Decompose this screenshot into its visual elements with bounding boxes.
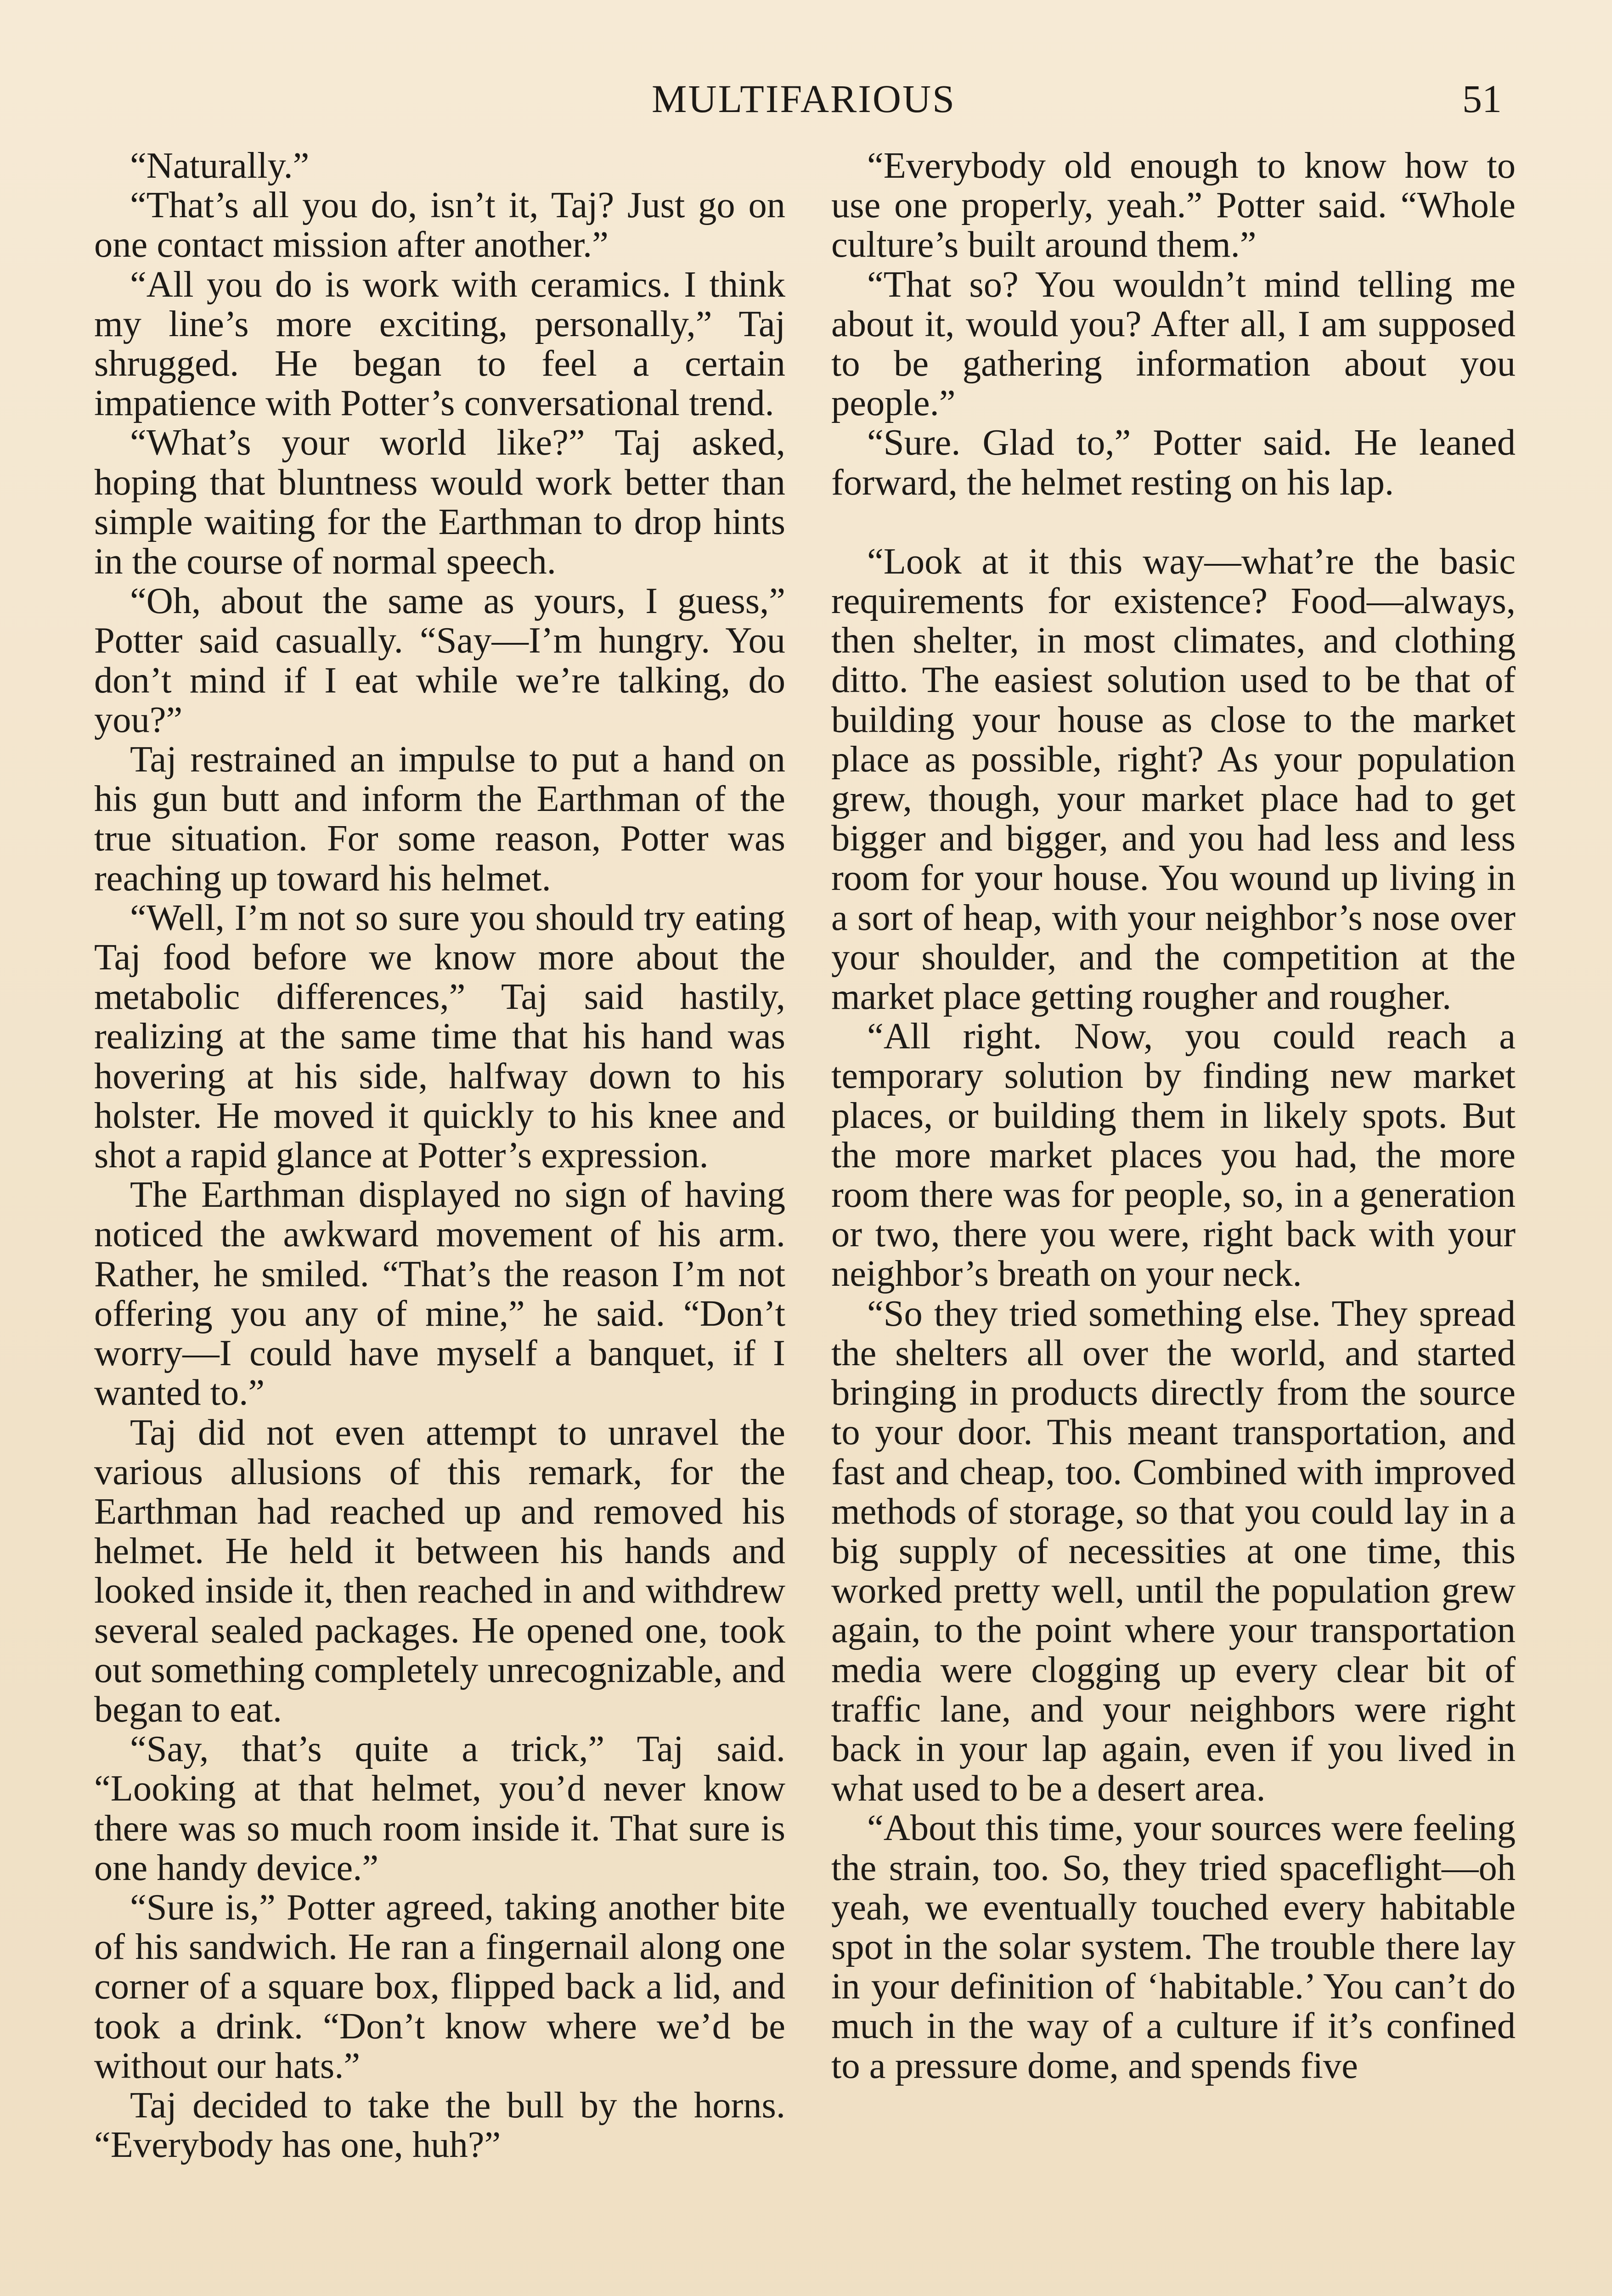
page-header — [92, 76, 1516, 140]
paragraph: “Look at it this way—what’re the basic requirements for existence? Food—always, then shelter, in most climates, and clothing ditto. The easiest solution used to be that of building your house as close to the market place as possible, right? As your population grew, though, your market place had to get bigger and bigger, and you had less and less room for your house. You wound up living in a sort of heap, with your neighbor’s nose over your shoulder, and the competition at the market place getting rougher and rougher. — [831, 540, 1516, 1018]
paragraph: Taj did not even attempt to unravel the various allusions of this remark, for the Earthman had reached up and removed his helmet. He held it between his hands and looked inside it, then reached in and withdrew several sealed packages. He opened one, took out something completely unrecognizable, and began to eat. — [94, 1412, 785, 1730]
paragraph: “All right. Now, you could reach a temporary solution by finding new market places, or building them in likely spots. But the more market places you had, the more room there was for people, so, in a generation or two, there you were, right back with your neighbor’s breath on your neck. — [831, 1016, 1516, 1294]
right-column — [831, 146, 1516, 2296]
paragraph: The Earthman displayed no sign of having noticed the awkward movement of his arm. Rather, he smiled. “That’s the reason I’m not offering you any of mine,” he said. “Don’t worry—I could have myself a banquet, if I wanted to.” — [94, 1174, 785, 1413]
paragraph: “About this time, your sources were feeling the strain, too. So, they tried spaceflight—oh yeah, we eventually touched every habitable spot in the solar system. The trouble there lay in your definition of ‘habitable.’ You can’t do much in the way of a culture if it’s confined to a pressure dome, and spends five — [831, 1807, 1516, 2086]
paragraph: “Say, that’s quite a trick,” Taj said. “Looking at that helmet, you’d never know there was so much room inside it. That sure is one handy device.” — [94, 1728, 785, 1888]
paragraph: “Sure. Glad to,” Potter said. He leaned forward, the helmet resting on his lap. — [831, 422, 1516, 503]
paragraph: “That’s all you do, isn’t it, Taj? Just go on one contact mission after another.” — [94, 185, 785, 265]
paragraph: “What’s your world like?” Taj asked, hoping that bluntness would work better than simple waiting for the Earthman to drop hints in the course of normal speech. — [94, 422, 785, 582]
paragraph: “Sure is,” Potter agreed, taking another bite of his sandwich. He ran a fingernail along one corner of a square box, flipped back a lid, and took a drink. “Don’t know where we’d be without our hats.” — [94, 1886, 785, 2086]
left-column — [94, 146, 785, 2296]
paragraph: “Everybody old enough to know how to use one properly, yeah.” Potter said. “Whole culture’s built around them.” — [831, 145, 1516, 265]
paragraph: “So they tried something else. They spread the shelters all over the world, and started bringing in products directly from the source to your door. This meant transportation, and fast and cheap, too. Combined with improved methods of storage, so that you could lay in a big supply of necessities at one time, this worked pretty well, until the population grew again, to the point where your transportation media were clogging up every clear bit of traffic lane, and your neighbors were right back in your lap again, even if you lived in what used to be a desert area. — [831, 1293, 1516, 1809]
paragraph: “Naturally.” — [130, 145, 310, 186]
paragraph: Taj restrained an impulse to put a hand on his gun butt and inform the Earthman of the true situation. For some reason, Potter was reaching up toward his helmet. — [94, 739, 785, 899]
page-number: 51 — [1462, 77, 1502, 121]
paragraph: Taj decided to take the bull by the horns. “Everybody has one, huh?” — [94, 2084, 785, 2166]
paragraph: “Oh, about the same as yours, I guess,” Potter said casually. “Say—I’m hungry. You don’t mind if I eat while we’re talking, do you?” — [94, 580, 785, 740]
paragraph: “That so? You wouldn’t mind telling me about it, would you? After all, I am supposed to be gathering information about you people.” — [831, 264, 1516, 424]
running-head: MULTIFARIOUS — [652, 77, 956, 121]
paragraph: “Well, I’m not so sure you should try eating Taj food before we know more about the metabolic differences,” Taj said hastily, realizing at the same time that his hand was hovering at his side, halfway down to his holster. He moved it quickly to his knee and shot a rapid glance at Potter’s expression. — [94, 897, 785, 1176]
paragraph: “All you do is work with ceramics. I think my line’s more exciting, personally,” Taj shrugged. He began to feel a certain impatience with Potter’s conversational trend. — [94, 264, 785, 424]
